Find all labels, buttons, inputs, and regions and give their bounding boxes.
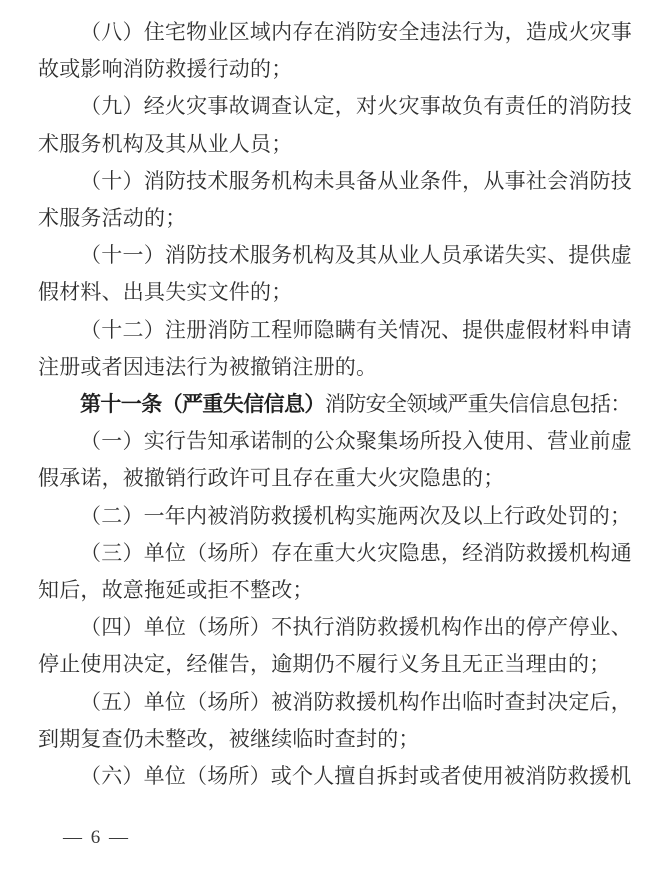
clause-paragraph: （九）经火灾事故调查认定，对火灾事故负有责任的消防技术服务机构及其从业人员；	[38, 94, 632, 156]
clause-paragraph: （三）单位（场所）存在重大火灾隐患，经消防救援机构通知后，故意拖延或拒不整改；	[38, 540, 632, 603]
page-number: — 6 —	[63, 827, 130, 849]
clause-paragraph: （十）消防技术服务机构未具备从业条件，从事社会消防技术服务活动的；	[38, 168, 632, 231]
article-heading-paragraph: 第十一条（严重失信信息）消防安全领域严重失信信息包括：	[80, 392, 631, 417]
clause-paragraph: （十一）消防技术服务机构及其从业人员承诺失实、提供虚假材料、出具失实文件的；	[38, 243, 632, 305]
clause-paragraph: （二）一年内被消防救援机构实施两次及以上行政处罚的；	[80, 503, 632, 528]
document-body	[38, 14, 632, 795]
clause-paragraph: （十二）注册消防工程师隐瞒有关情况、提供虚假材料申请注册或者因违法行为被撤销注册的。	[38, 317, 632, 379]
clause-paragraph: （一）实行告知承诺制的公众聚集场所投入使用、营业前虚假承诺，被撤销行政许可且存在重大火灾隐患的；	[38, 429, 632, 491]
article-number-bold: 第十一条（严重失信信息）	[80, 392, 325, 417]
clause-paragraph: （六）单位（场所）或个人擅自拆封或者使用被消防救援机	[80, 764, 632, 789]
clause-paragraph: （五）单位（场所）被消防救援机构作出临时查封决定后，到期复查仍未整改，被继续临时查封的；	[38, 689, 632, 751]
clause-paragraph: （四）单位（场所）不执行消防救援机构作出的停产停业、停止使用决定，经催告，逾期仍不履行义务且无正当理由的；	[38, 615, 632, 677]
clause-paragraph: （八）住宅物业区域内存在消防安全违法行为，造成火灾事故或影响消防救援行动的；	[38, 20, 632, 82]
